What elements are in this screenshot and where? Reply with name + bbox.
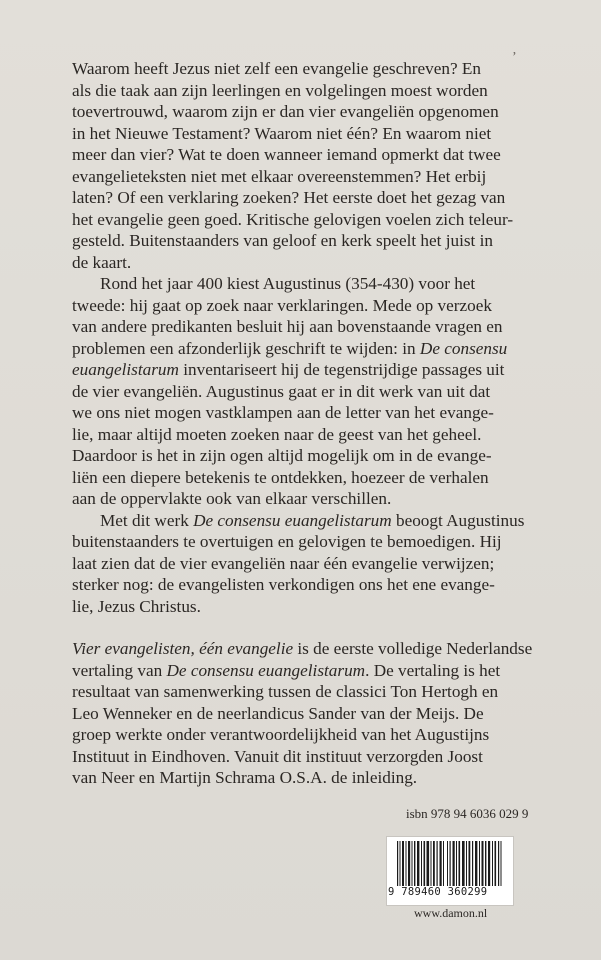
text-line: tweede: hij gaat op zoek naar verklaringen. Mede op verzoek xyxy=(72,295,492,315)
text-line: aan de oppervlakte ook van elkaar verschillen. xyxy=(72,489,392,508)
text-line: van Neer en Martijn Schrama O.S.A. de inleiding. xyxy=(72,768,418,787)
text-line: sterker nog: de evangelisten verkondigen ons het ene evange- xyxy=(72,575,495,594)
text-line: Waarom heeft Jezus niet zelf een evangelie geschreven? En xyxy=(72,59,481,78)
text-line: resultaat van samenwerking tussen de classici Ton Hertogh en xyxy=(72,682,499,701)
text-run: beoogt Augustinus xyxy=(391,510,525,530)
text-line: buitenstaanders te overtuigen en gelovigen te bemoedigen. Hij xyxy=(72,532,502,551)
blurb-text xyxy=(72,58,542,789)
barcode-digits: 9 789460 360299 xyxy=(388,886,512,898)
text-line: meer dan vier? Wat te doen wanneer iemand opmerkt dat twee xyxy=(72,145,501,164)
text-line xyxy=(72,359,542,381)
paragraph-1 xyxy=(72,58,542,273)
text-line: als die taak aan zijn leerlingen en volgelingen moest worden xyxy=(72,80,488,100)
text-line: laat zien dat de vier evangeliën naar één evangelie verwijzen; xyxy=(72,553,495,573)
text-run: Met dit werk xyxy=(100,510,194,530)
text-run: is de eerste volledige Nederlandse xyxy=(293,639,533,658)
text-line: groep werkte onder verantwoordelijkheid van het Augustijns xyxy=(72,725,490,744)
paragraph-2 xyxy=(72,273,542,510)
text-line: liën een diepere betekenis te ontdekken, hoezeer de verhalen xyxy=(72,467,489,487)
book-title: Vier evangelisten, één evangelie xyxy=(72,639,294,658)
text-line: Leo Wenneker en de neerlandicus Sander van der Meijs. De xyxy=(72,703,484,723)
paragraph-gap xyxy=(72,617,542,638)
book-title: De consensu euangelistarum xyxy=(193,510,392,530)
text-line: we ons niet mogen vastklampen aan de letter van het evange- xyxy=(72,403,494,422)
text-line: gesteld. Buitenstaanders van geloof en kerk speelt het juist in xyxy=(72,231,493,250)
text-line: lie, Jezus Christus. xyxy=(72,596,201,616)
publisher-website: www.damon.nl xyxy=(414,906,488,920)
text-line: Rond het jaar 400 kiest Augustinus (354-430) voor het xyxy=(100,274,476,293)
text-run: . De vertaling is het xyxy=(365,660,501,680)
book-title: De consensu euangelistarum xyxy=(166,660,366,680)
text-line: de kaart. xyxy=(72,252,132,272)
text-run: problemen een afzonderlijk geschrift te wijden: in xyxy=(72,338,420,358)
text-line: de vier evangeliën. Augustinus gaat er in dit werk van uit dat xyxy=(72,381,491,401)
text-line xyxy=(72,660,542,682)
text-line: toevertrouwd, waarom zijn er dan vier evangeliën opgenomen xyxy=(72,102,499,121)
paragraph-3 xyxy=(72,510,542,618)
text-line: het evangelie geen goed. Kritische gelovigen voelen zich teleur- xyxy=(72,209,514,229)
text-line: in het Nieuwe Testament? Waarom niet één? En waarom niet xyxy=(72,123,492,143)
text-line xyxy=(72,338,542,360)
text-line xyxy=(72,638,542,660)
text-line: lie, maar altijd moeten zoeken naar de geest van het geheel. xyxy=(72,424,482,444)
text-line: Instituut in Eindhoven. Vanuit dit instituut verzorgden Joost xyxy=(72,746,483,766)
text-line: Daardoor is het in zijn ogen altijd mogelijk om in de evange- xyxy=(72,446,492,465)
text-line: laten? Of een verklaring zoeken? Het eerste doet het gezag van xyxy=(72,188,506,207)
text-run: inventariseert hij de tegenstrijdige passages uit xyxy=(178,360,505,379)
paragraph-4 xyxy=(72,638,542,789)
corner-mark: ’ xyxy=(512,50,517,65)
text-line: van andere predikanten besluit hij aan bovenstaande vragen en xyxy=(72,317,503,336)
text-line xyxy=(72,510,542,532)
book-title: euangelistarum xyxy=(72,360,179,379)
isbn-label: isbn 978 94 6036 029 9 xyxy=(406,806,529,821)
book-title: De consensu xyxy=(419,338,508,358)
text-line: evangelieteksten niet met elkaar overeenstemmen? Het erbij xyxy=(72,166,487,186)
text-run: vertaling van xyxy=(72,660,167,680)
